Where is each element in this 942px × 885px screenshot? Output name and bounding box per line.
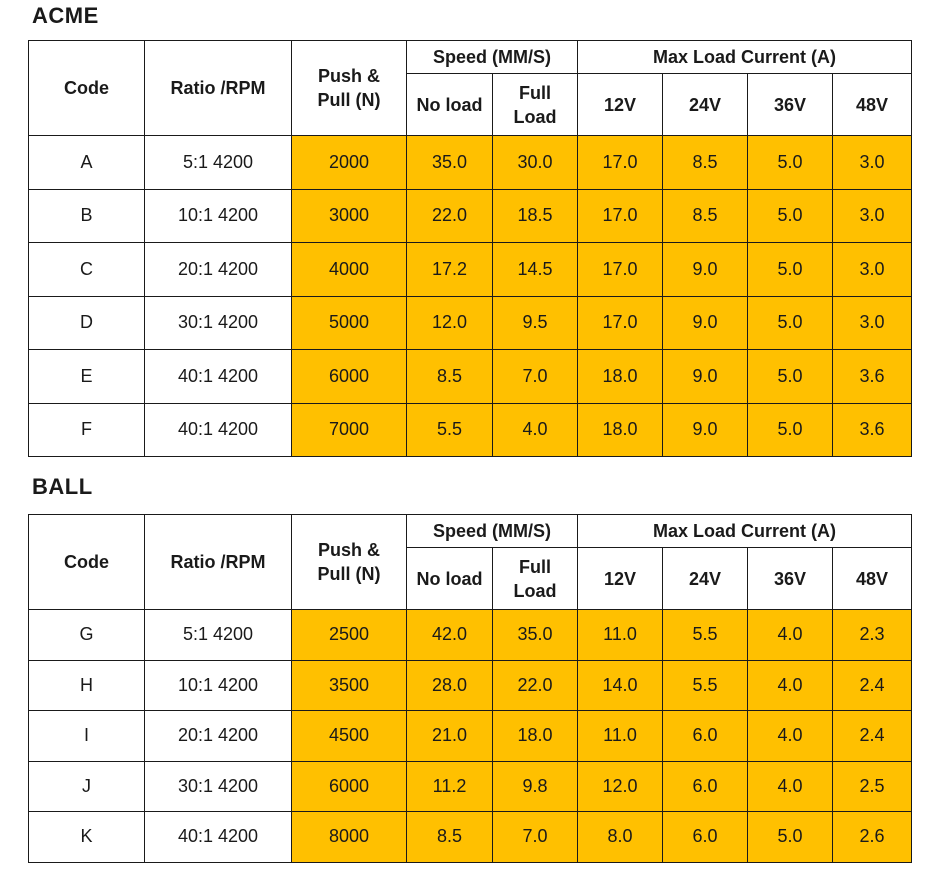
cell-push-pull: 3500 <box>292 660 407 711</box>
cell-ratio-rpm: 40:1 4200 <box>145 812 292 863</box>
header-no-load: No load <box>407 74 493 136</box>
cell-48v: 2.6 <box>833 812 912 863</box>
cell-36v: 4.0 <box>748 711 833 762</box>
header-code: Code <box>29 41 145 136</box>
cell-push-pull: 4000 <box>292 243 407 297</box>
cell-ratio-rpm: 40:1 4200 <box>145 350 292 404</box>
cell-12v: 17.0 <box>578 243 663 297</box>
table-row <box>29 136 912 190</box>
cell-24v: 8.5 <box>663 136 748 190</box>
cell-no-load: 5.5 <box>407 403 493 457</box>
cell-ratio-rpm: 10:1 4200 <box>145 660 292 711</box>
header-speed: Speed (MM/S) <box>407 515 578 548</box>
cell-no-load: 11.2 <box>407 761 493 812</box>
header-48v: 48V <box>833 548 912 610</box>
cell-no-load: 28.0 <box>407 660 493 711</box>
cell-48v: 3.6 <box>833 403 912 457</box>
header-24v: 24V <box>663 548 748 610</box>
cell-push-pull: 5000 <box>292 296 407 350</box>
cell-48v: 2.4 <box>833 711 912 762</box>
cell-no-load: 8.5 <box>407 350 493 404</box>
table-row <box>29 243 912 297</box>
header-full-load: Full Load <box>493 74 578 136</box>
header-full-load: Full Load <box>493 548 578 610</box>
cell-48v: 3.0 <box>833 189 912 243</box>
cell-48v: 2.4 <box>833 660 912 711</box>
cell-ratio-rpm: 5:1 4200 <box>145 136 292 190</box>
cell-12v: 18.0 <box>578 403 663 457</box>
cell-push-pull: 2000 <box>292 136 407 190</box>
cell-ratio-rpm: 40:1 4200 <box>145 403 292 457</box>
cell-36v: 4.0 <box>748 761 833 812</box>
cell-ratio-rpm: 10:1 4200 <box>145 189 292 243</box>
cell-24v: 5.5 <box>663 610 748 661</box>
table-row <box>29 711 912 762</box>
table-row <box>29 761 912 812</box>
cell-full-load: 18.5 <box>493 189 578 243</box>
table-row <box>29 403 912 457</box>
cell-full-load: 30.0 <box>493 136 578 190</box>
cell-full-load: 14.5 <box>493 243 578 297</box>
header-speed: Speed (MM/S) <box>407 41 578 74</box>
cell-24v: 6.0 <box>663 711 748 762</box>
cell-no-load: 22.0 <box>407 189 493 243</box>
cell-code: B <box>29 189 145 243</box>
cell-48v: 2.3 <box>833 610 912 661</box>
header-code: Code <box>29 515 145 610</box>
cell-36v: 5.0 <box>748 403 833 457</box>
cell-push-pull: 7000 <box>292 403 407 457</box>
cell-full-load: 22.0 <box>493 660 578 711</box>
cell-no-load: 8.5 <box>407 812 493 863</box>
cell-36v: 5.0 <box>748 812 833 863</box>
cell-24v: 6.0 <box>663 812 748 863</box>
table-row <box>29 296 912 350</box>
cell-36v: 5.0 <box>748 189 833 243</box>
header-max-load-current: Max Load Current (A) <box>578 41 912 74</box>
cell-24v: 9.0 <box>663 403 748 457</box>
cell-36v: 5.0 <box>748 296 833 350</box>
cell-no-load: 17.2 <box>407 243 493 297</box>
cell-code: D <box>29 296 145 350</box>
cell-24v: 9.0 <box>663 296 748 350</box>
cell-code: K <box>29 812 145 863</box>
cell-code: H <box>29 660 145 711</box>
cell-12v: 17.0 <box>578 136 663 190</box>
cell-push-pull: 3000 <box>292 189 407 243</box>
cell-push-pull: 6000 <box>292 350 407 404</box>
cell-36v: 5.0 <box>748 350 833 404</box>
cell-full-load: 9.5 <box>493 296 578 350</box>
acme-section-title: ACME <box>32 3 99 28</box>
header-push-pull: Push & Pull (N) <box>292 515 407 610</box>
cell-36v: 4.0 <box>748 660 833 711</box>
cell-full-load: 35.0 <box>493 610 578 661</box>
cell-12v: 11.0 <box>578 610 663 661</box>
table-row <box>29 660 912 711</box>
header-max-load-current: Max Load Current (A) <box>578 515 912 548</box>
table-row <box>29 350 912 404</box>
cell-full-load: 7.0 <box>493 812 578 863</box>
cell-24v: 6.0 <box>663 761 748 812</box>
cell-push-pull: 8000 <box>292 812 407 863</box>
cell-ratio-rpm: 20:1 4200 <box>145 711 292 762</box>
ball-spec-table <box>28 514 912 863</box>
header-push-pull: Push & Pull (N) <box>292 41 407 136</box>
cell-no-load: 42.0 <box>407 610 493 661</box>
cell-36v: 5.0 <box>748 136 833 190</box>
header-ratio-rpm: Ratio /RPM <box>145 41 292 136</box>
header-no-load: No load <box>407 548 493 610</box>
ball-section-title: BALL <box>32 474 93 499</box>
table-row <box>29 189 912 243</box>
cell-12v: 17.0 <box>578 189 663 243</box>
cell-12v: 17.0 <box>578 296 663 350</box>
cell-code: I <box>29 711 145 762</box>
cell-code: F <box>29 403 145 457</box>
header-ratio-rpm: Ratio /RPM <box>145 515 292 610</box>
cell-no-load: 21.0 <box>407 711 493 762</box>
cell-push-pull: 2500 <box>292 610 407 661</box>
cell-code: C <box>29 243 145 297</box>
table-row <box>29 610 912 661</box>
cell-no-load: 12.0 <box>407 296 493 350</box>
cell-36v: 4.0 <box>748 610 833 661</box>
cell-48v: 3.0 <box>833 243 912 297</box>
cell-push-pull: 4500 <box>292 711 407 762</box>
cell-full-load: 7.0 <box>493 350 578 404</box>
cell-12v: 11.0 <box>578 711 663 762</box>
cell-code: J <box>29 761 145 812</box>
cell-12v: 18.0 <box>578 350 663 404</box>
cell-code: E <box>29 350 145 404</box>
header-48v: 48V <box>833 74 912 136</box>
header-36v: 36V <box>748 74 833 136</box>
cell-push-pull: 6000 <box>292 761 407 812</box>
cell-24v: 9.0 <box>663 350 748 404</box>
header-24v: 24V <box>663 74 748 136</box>
cell-24v: 5.5 <box>663 660 748 711</box>
cell-12v: 8.0 <box>578 812 663 863</box>
header-12v: 12V <box>578 548 663 610</box>
cell-ratio-rpm: 30:1 4200 <box>145 761 292 812</box>
cell-ratio-rpm: 5:1 4200 <box>145 610 292 661</box>
cell-12v: 12.0 <box>578 761 663 812</box>
table-row <box>29 812 912 863</box>
cell-code: G <box>29 610 145 661</box>
cell-48v: 3.0 <box>833 296 912 350</box>
header-12v: 12V <box>578 74 663 136</box>
cell-full-load: 18.0 <box>493 711 578 762</box>
cell-no-load: 35.0 <box>407 136 493 190</box>
cell-full-load: 9.8 <box>493 761 578 812</box>
cell-48v: 2.5 <box>833 761 912 812</box>
cell-36v: 5.0 <box>748 243 833 297</box>
cell-24v: 8.5 <box>663 189 748 243</box>
cell-24v: 9.0 <box>663 243 748 297</box>
cell-ratio-rpm: 20:1 4200 <box>145 243 292 297</box>
acme-spec-table <box>28 40 912 457</box>
cell-12v: 14.0 <box>578 660 663 711</box>
cell-full-load: 4.0 <box>493 403 578 457</box>
cell-ratio-rpm: 30:1 4200 <box>145 296 292 350</box>
cell-code: A <box>29 136 145 190</box>
cell-48v: 3.6 <box>833 350 912 404</box>
header-36v: 36V <box>748 548 833 610</box>
cell-48v: 3.0 <box>833 136 912 190</box>
